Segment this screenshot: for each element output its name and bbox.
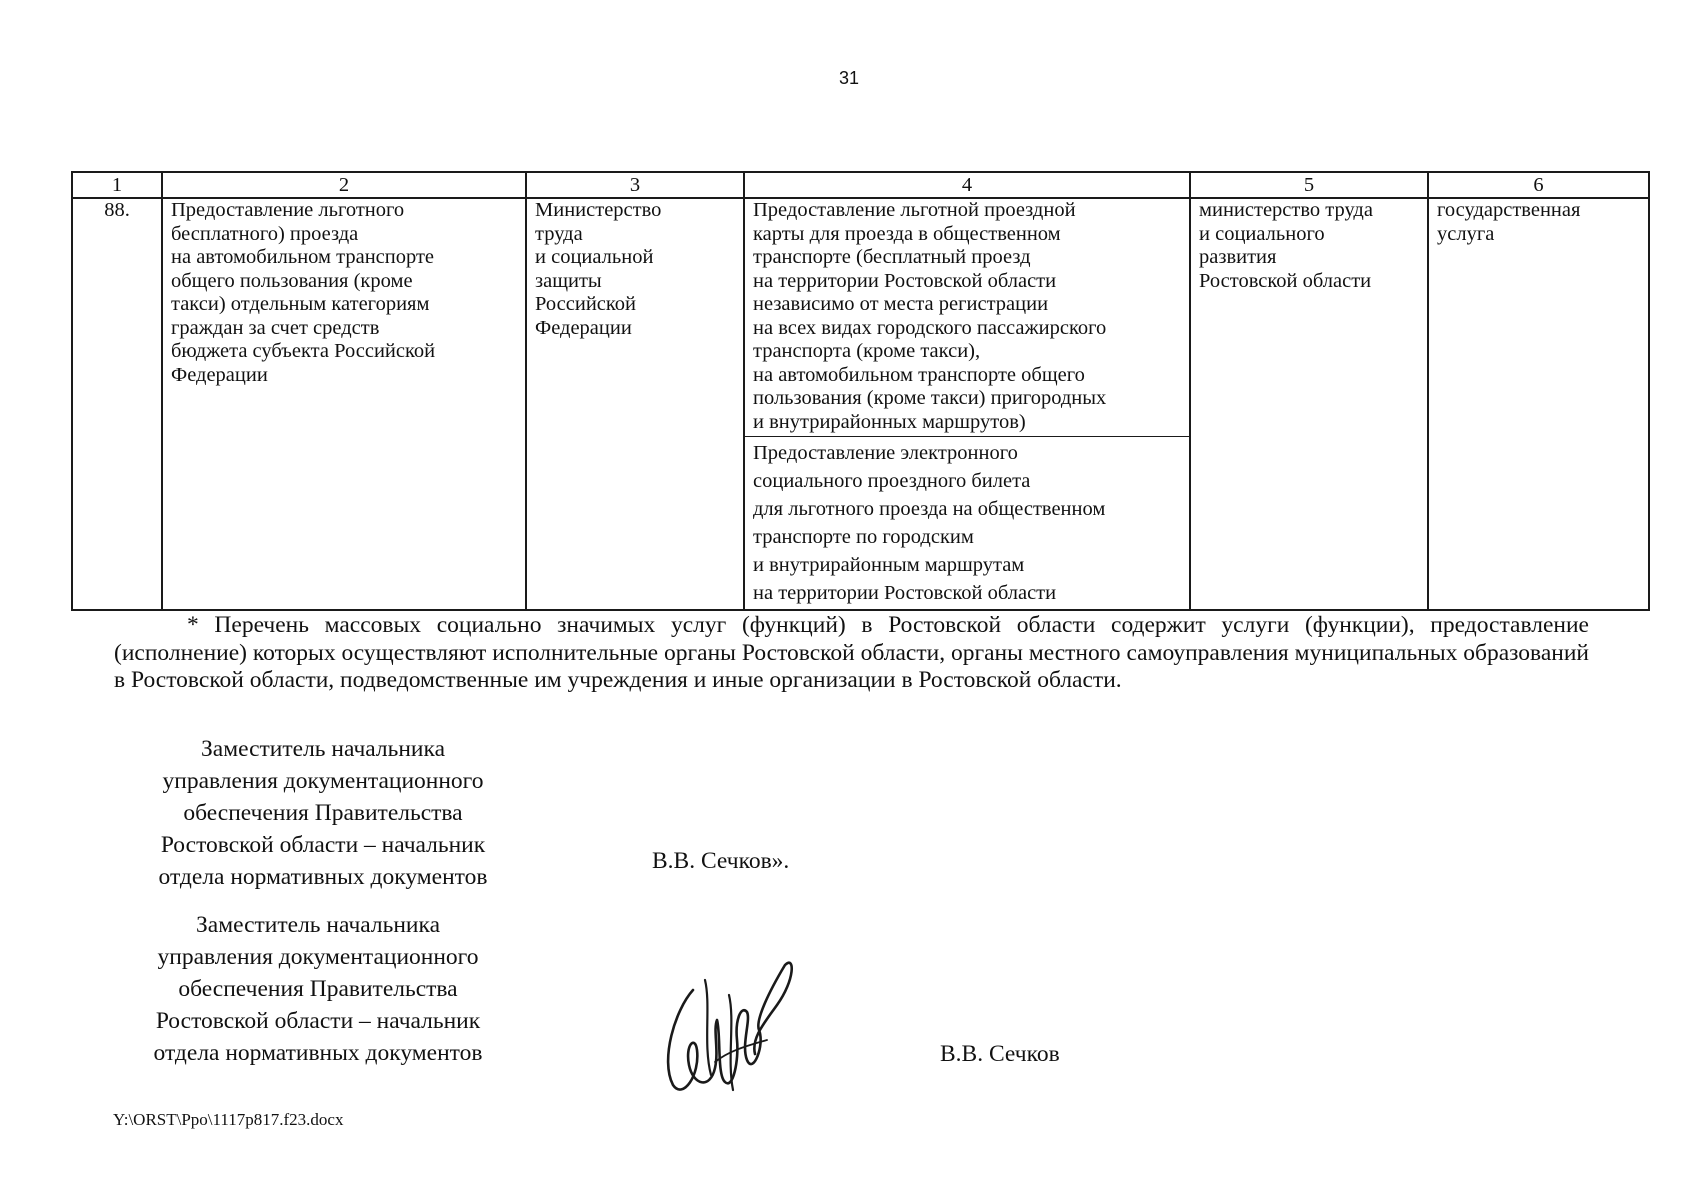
- service-name-cell: [162, 198, 526, 610]
- service-type: государственная услуга: [1437, 199, 1581, 245]
- column-header: 6: [1428, 172, 1649, 198]
- column-header: 1: [72, 172, 162, 198]
- signatory-name: В.В. Сечков».: [652, 848, 790, 874]
- service-type-cell: [1428, 198, 1649, 610]
- services-table: [71, 171, 1650, 611]
- federal-agency: Министерство труда и социальной защиты Российской Федерации: [535, 199, 662, 339]
- column-header: 2: [162, 172, 526, 198]
- signatory-name: В.В. Сечков: [940, 1041, 1060, 1067]
- regional-agency: министерство труда и социального развития Ростовской области: [1199, 199, 1373, 292]
- table-header-row: [72, 172, 1649, 198]
- file-path: Y:\ORST\Ppo\1117p817.f23.docx: [113, 1110, 344, 1129]
- signatory-title: Заместитель начальника управления документационного обеспечения Правительства Ростовской области – начальник отдела нормативных документов: [153, 912, 483, 1066]
- results-cell: [744, 198, 1190, 610]
- footnote: * Перечень массовых социально значимых услуг (функций) в Ростовской области содержит услуги (функции), предоставление (исполнение) которых осуществляют исполнительные органы Ростовской области, органы местного самоуправления муниципальных образований в Ростовской области, подведомственные им учреждения и иные организации в Ростовской области.: [114, 612, 1589, 693]
- table-row: [72, 198, 1649, 610]
- column-header: 4: [744, 172, 1190, 198]
- regional-agency-cell: [1190, 198, 1428, 610]
- federal-agency-cell: [526, 198, 744, 610]
- service-name: Предоставление льготного бесплатного) проезда на автомобильном транспорте общего пользования (кроме такси) отдельным категориям граждан за счет средств бюджета субъекта Российской Федерации: [171, 199, 436, 386]
- result-travel-card: Предоставление льготной проездной карты для проезда в общественном транспорте (бесплатный проезд на территории Ростовской области независимо от места регистрации на всех видах городского пассажирского транспорта (кроме такси), на автомобильном транспорте общего пользования (кроме такси) пригородных и внутрирайонных маршрутов): [745, 199, 1189, 437]
- result-e-ticket: Предоставление электронного социального проездного билета для льготного проезда на общественном транспорте по городским и внутрирайонным маршрутам на территории Ростовской области: [753, 442, 1106, 604]
- row-number: 88.: [72, 198, 162, 610]
- signatory-title: Заместитель начальника управления документационного обеспечения Правительства Ростовской области – начальник отдела нормативных документов: [158, 736, 488, 890]
- handwritten-signature: [655, 950, 805, 1100]
- page-number: 31: [838, 68, 860, 88]
- column-header: 5: [1190, 172, 1428, 198]
- column-header: 3: [526, 172, 744, 198]
